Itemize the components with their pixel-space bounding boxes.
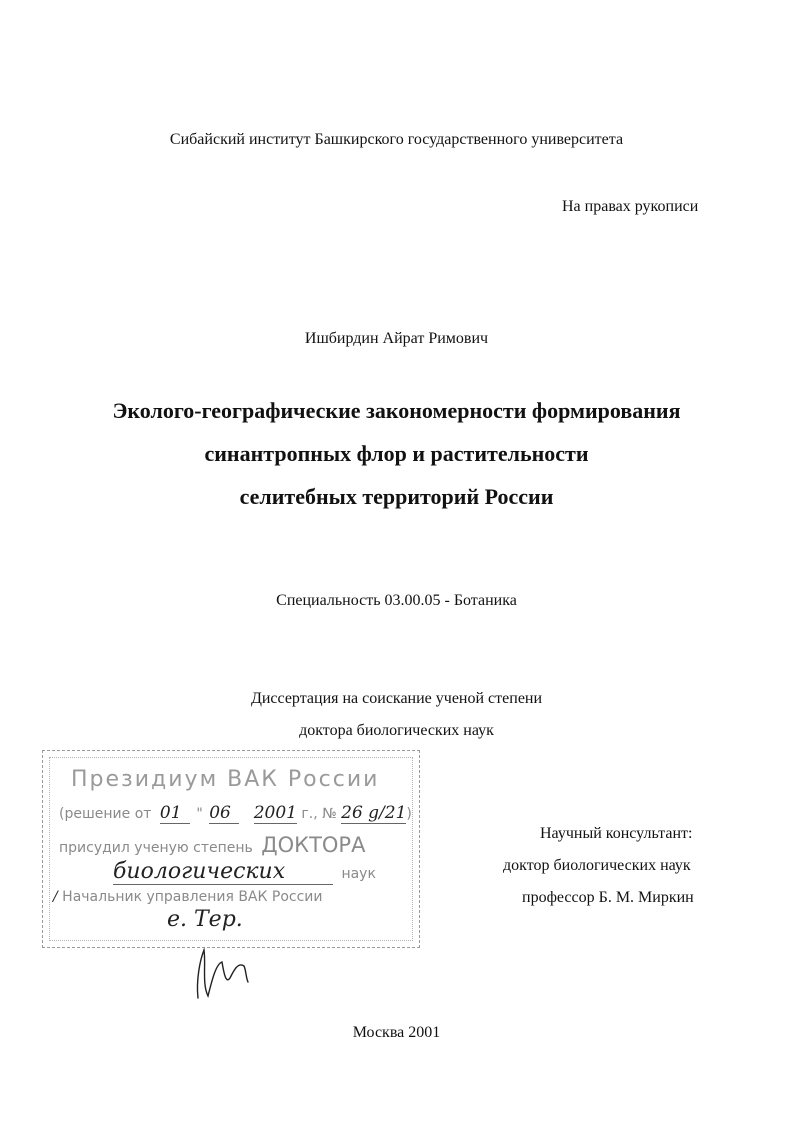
stamp-close-paren: ) xyxy=(406,806,412,822)
title-line-1: Эколого-географические закономерности формирования xyxy=(112,398,681,423)
stamp-number: 26 g/21 xyxy=(341,803,407,823)
stamp-chief-row: / Начальник управления ВАК России xyxy=(53,889,323,905)
author-name: Ишбирдин Айрат Римович xyxy=(304,330,489,347)
stamp-title: Президиум ВАК России xyxy=(71,767,380,792)
stamp-field-row xyxy=(113,859,376,885)
signature xyxy=(188,940,258,1010)
city-year: Москва 2001 xyxy=(352,1024,441,1041)
stamp-chief-label: Начальник управления ВАК России xyxy=(62,889,323,905)
dissertation-line-1: Диссертация на соискание ученой степени xyxy=(250,690,543,707)
consultant-name: профессор Б. М. Миркин xyxy=(522,889,694,906)
stamp-chief-name: е. Тер. xyxy=(167,907,243,932)
stamp-day: 01 xyxy=(160,803,190,824)
consultant-degree: доктор биологических наук xyxy=(503,857,691,874)
stamp-month: 06 xyxy=(209,803,239,824)
dissertation-line-2: доктора биологических наук xyxy=(299,722,494,739)
stamp-degree: ДОКТОРА xyxy=(261,833,366,857)
title-line-3: селитебных территорий России xyxy=(239,484,554,509)
stamp-year-suffix: г., № xyxy=(301,806,337,822)
specialty: Специальность 03.00.05 - Ботаника xyxy=(276,592,517,609)
consultant-label: Научный консультант: xyxy=(540,825,693,842)
title-line-2: синантропных флор и растительности xyxy=(204,441,589,466)
institution-name: Сибайский институт Башкирского государственного университета xyxy=(169,131,624,148)
stamp-decision-row: (решение от 01 " 06 2001 г., № 26 g/21) xyxy=(59,803,412,823)
stamp-field-handwritten: биологических xyxy=(113,859,333,885)
manuscript-note: На правах рукописи xyxy=(562,198,699,215)
stamp-year: 2001 xyxy=(253,803,297,823)
stamp-field-suffix: наук xyxy=(341,866,376,882)
vak-stamp xyxy=(42,750,420,948)
stamp-awarded-row xyxy=(59,833,365,857)
stamp-decision-label: (решение от xyxy=(59,806,152,822)
stamp-awarded-label: присудил ученую степень xyxy=(59,840,253,856)
